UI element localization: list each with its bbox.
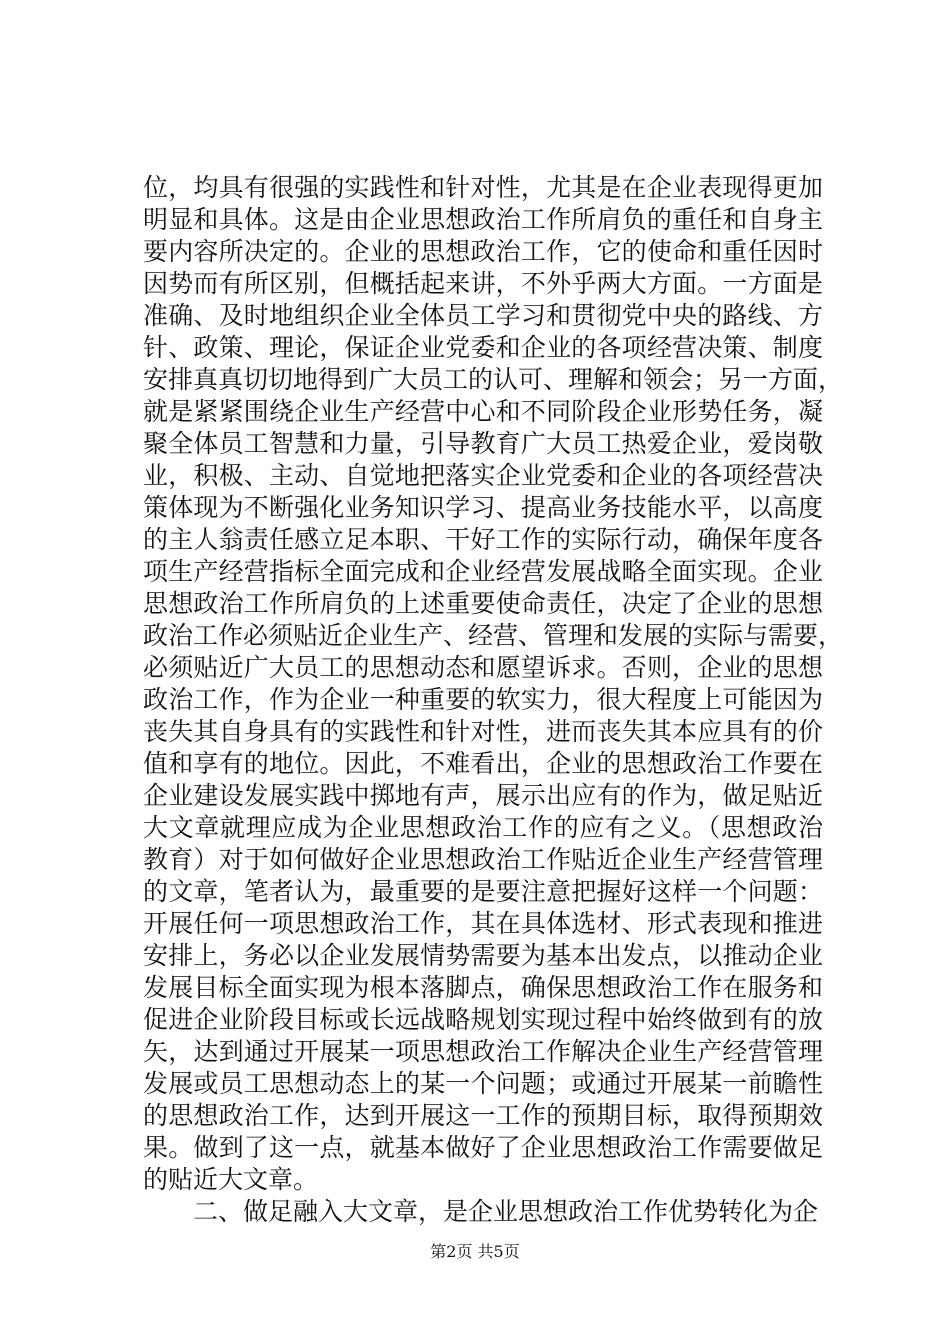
text-line: 丧失其自身具有的实践性和针对性，进而丧失其本应具有的价 — [143, 717, 823, 746]
page-footer: 第2页 共5页 — [430, 1242, 520, 1261]
text-line: 就是紧紧围绕企业生产经营中心和不同阶段企业形势任务，凝 — [143, 397, 823, 426]
text-line: 大文章就理应成为企业思想政治工作的应有之义。（思想政治 — [143, 813, 823, 842]
text-line: 教育）对于如何做好企业思想政治工作贴近企业生产经营管理 — [143, 845, 823, 874]
text-line: 的思想政治工作，达到开展这一工作的预期目标，取得预期效 — [143, 1101, 823, 1130]
body-text — [143, 172, 844, 1228]
text-line: 位，均具有很强的实践性和针对性，尤其是在企业表现得更加 — [143, 173, 823, 202]
text-line: 的贴近大文章。 — [143, 1165, 319, 1194]
text-line: 政治工作，作为企业一种重要的软实力，很大程度上可能因为 — [143, 685, 823, 714]
text-line: 值和享有的地位。因此，不难看出，企业的思想政治工作要在 — [143, 749, 823, 778]
text-line: 必须贴近广大员工的思想动态和愿望诉求。否则，企业的思想 — [143, 653, 823, 682]
text-line: 促进企业阶段目标或长远战略规划实现过程中始终做到有的放 — [143, 1005, 823, 1034]
text-line: 的文章，笔者认为，最重要的是要注意把握好这样一个问题： — [143, 877, 823, 906]
text-line: 策体现为不断强化业务知识学习、提高业务技能水平，以高度 — [143, 493, 823, 522]
text-line: 果。做到了这一点，就基本做好了企业思想政治工作需要做足 — [143, 1133, 823, 1162]
text-line: 发展目标全面实现为根本落脚点，确保思想政治工作在服务和 — [143, 973, 823, 1002]
text-line: 明显和具体。这是由企业思想政治工作所肩负的重任和自身主 — [143, 205, 823, 234]
text-line: 的主人翁责任感立足本职、干好工作的实际行动，确保年度各 — [143, 525, 823, 554]
text-line: 项生产经营指标全面完成和企业经营发展战略全面实现。企业 — [143, 557, 823, 586]
text-line: 发展或员工思想动态上的某一个问题；或通过开展某一前瞻性 — [143, 1069, 823, 1098]
text-line: 思想政治工作所肩负的上述重要使命责任，决定了企业的思想 — [143, 589, 823, 618]
text-line: 企业建设发展实践中掷地有声，展示出应有的作为，做足贴近 — [143, 781, 823, 810]
text-line: 要内容所决定的。企业的思想政治工作，它的使命和重任因时 — [143, 237, 823, 266]
text-line: 业，积极、主动、自觉地把落实企业党委和企业的各项经营决 — [143, 461, 823, 490]
text-line: 准确、及时地组织企业全体员工学习和贯彻党中央的路线、方 — [143, 301, 823, 330]
text-line: 安排真真切切地得到广大员工的认可、理解和领会；另一方面， — [143, 365, 844, 394]
text-line: 二、做足融入大文章，是企业思想政治工作优势转化为企 — [143, 1197, 819, 1226]
text-line: 开展任何一项思想政治工作，其在具体选材、形式表现和推进 — [143, 909, 823, 938]
text-line: 安排上，务必以企业发展情势需要为基本出发点，以推动企业 — [143, 941, 823, 970]
text-line: 矢，达到通过开展某一项思想政治工作解决企业生产经营管理 — [143, 1037, 823, 1066]
text-line: 针、政策、理论，保证企业党委和企业的各项经营决策、制度 — [143, 333, 823, 362]
text-line: 政治工作必须贴近企业生产、经营、管理和发展的实际与需要， — [143, 621, 844, 650]
text-line: 聚全体员工智慧和力量，引导教育广大员工热爱企业，爱岗敬 — [143, 429, 823, 458]
text-line: 因势而有所区别，但概括起来讲，不外乎两大方面。一方面是 — [143, 269, 823, 298]
